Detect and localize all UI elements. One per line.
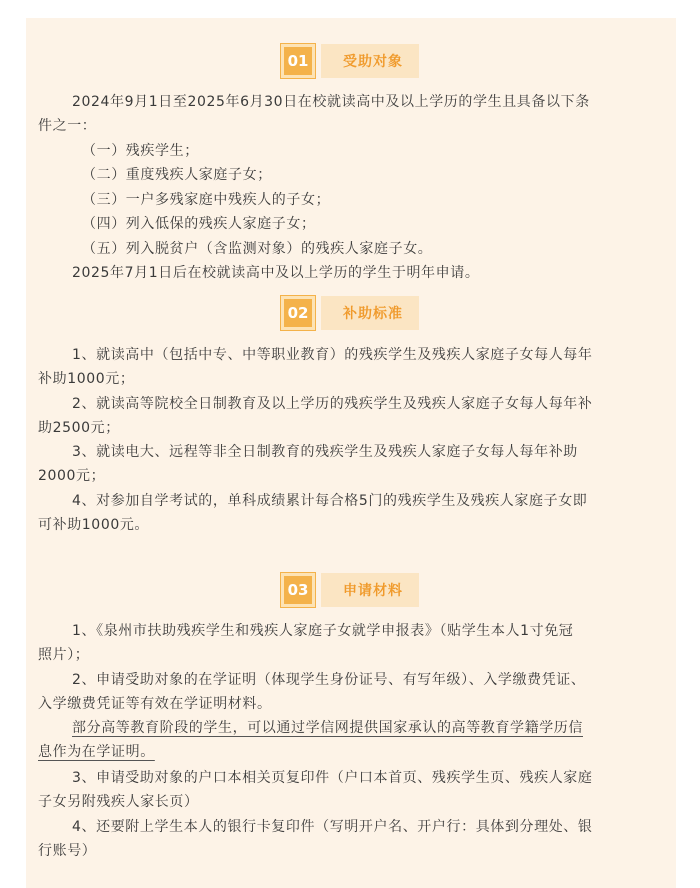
section-1-intro-line-2: 件之一： — [38, 118, 97, 134]
material-line-highlight — [38, 740, 666, 764]
material-line: 2、申请受助对象的在学证明（体现学生身份证号、有写年级）、入学缴费凭证、 — [72, 672, 586, 688]
underlined-text: 部分高等教育阶段的学生，可以通过学信网提供国家承认的高等教育学籍学历信 — [72, 720, 583, 736]
material-line-highlight — [38, 716, 666, 740]
section-1-number: 01 — [281, 44, 315, 78]
subsidy-line: 4、对参加自学考试的，单科成绩累计每合格5门的残疾学生及残疾人家庭子女即 — [72, 493, 588, 509]
section-2-number: 02 — [281, 296, 315, 330]
section-1-title: 受助对象 — [321, 44, 419, 78]
subsidy-line: 1、就读高中（包括中专、中等职业教育）的残疾学生及残疾人家庭子女每人每年 — [72, 347, 593, 363]
subsidy-line: 可补助1000元。 — [38, 517, 150, 533]
material-line: 照片）； — [38, 647, 90, 663]
underlined-text: 息作为在学证明。 — [38, 744, 155, 760]
section-3-title: 申请材料 — [321, 573, 419, 607]
section-3-header — [281, 573, 419, 607]
material-line: 4、还要附上学生本人的银行卡复印件（写明开户名、开户行：具体到分理处、银 — [72, 819, 593, 835]
section-2-header — [281, 296, 419, 330]
subsidy-line: 助2500元； — [38, 420, 120, 436]
condition-item: （三）一户多残家庭中残疾人的子女； — [82, 192, 331, 208]
section-1-note: 2025年7月1日后在校就读高中及以上学历的学生于明年申请。 — [72, 265, 480, 281]
subsidy-line: 2、就读高等院校全日制教育及以上学历的残疾学生及残疾人家庭子女每人每年补 — [72, 396, 593, 412]
section-3-number: 03 — [281, 573, 315, 607]
subsidy-line: 补助1000元； — [38, 371, 135, 387]
material-line: 行账号） — [38, 843, 97, 859]
condition-item: （二）重度残疾人家庭子女； — [82, 167, 272, 183]
condition-item: （一）残疾学生； — [82, 143, 199, 159]
material-line: 入学缴费凭证等有效在学证明材料。 — [38, 696, 272, 712]
section-1-header — [281, 44, 419, 78]
material-line: 3、申请受助对象的户口本相关页复印件（户口本首页、残疾学生页、残疾人家庭 — [72, 770, 593, 786]
material-line: 1、《泉州市扶助残疾学生和残疾人家庭子女就学申报表》（贴学生本人1寸免冠 — [72, 623, 574, 639]
section-2-title: 补助标准 — [321, 296, 419, 330]
section-1-intro-line-1: 2024年9月1日至2025年6月30日在校就读高中及以上学历的学生且具备以下条 — [72, 94, 590, 110]
subsidy-line: 2000元； — [38, 468, 106, 484]
condition-item: （五）列入脱贫户（含监测对象）的残疾人家庭子女。 — [82, 241, 433, 257]
subsidy-line: 3、就读电大、远程等非全日制教育的残疾学生及残疾人家庭子女每人每年补助 — [72, 444, 578, 460]
condition-item: （四）列入低保的残疾人家庭子女； — [82, 216, 316, 232]
material-line: 子女另附残疾人家长页） — [38, 794, 199, 810]
